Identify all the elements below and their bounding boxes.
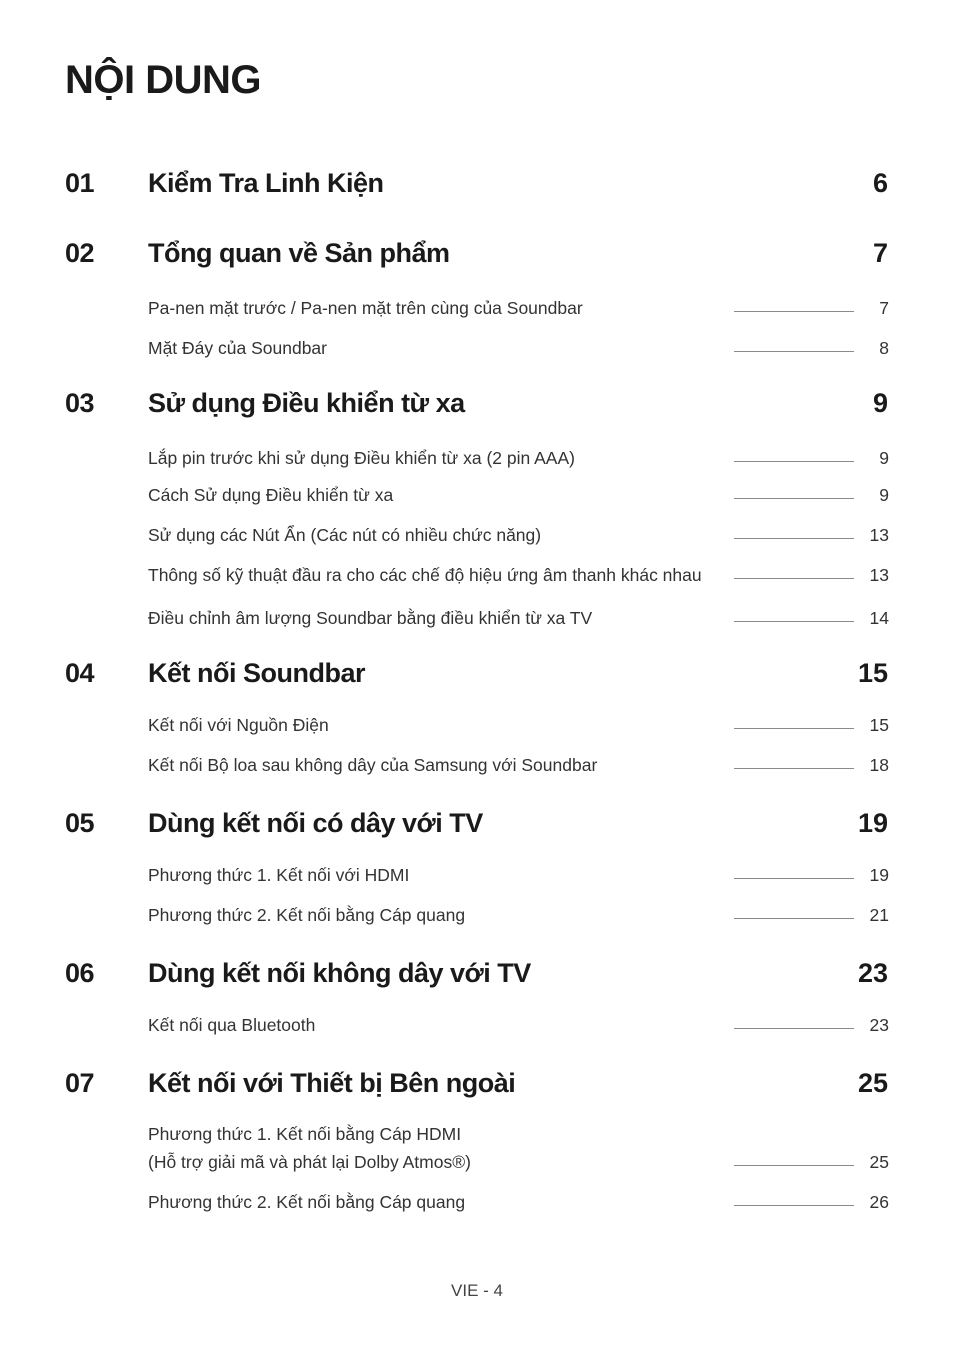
entry-title: Kết nối Bộ loa sau không dây của Samsung với Soundbar (148, 755, 598, 775)
entry-page: 14 (869, 608, 889, 628)
entry-title: Phương thức 1. Kết nối với HDMI (148, 865, 410, 885)
entry-page: 23 (869, 1015, 889, 1035)
entry-page: 21 (869, 905, 889, 925)
entry-page: 9 (879, 485, 889, 505)
leader-line (734, 311, 854, 312)
entry-title: Pa-nen mặt trước / Pa-nen mặt trên cùng của Soundbar (148, 298, 583, 318)
toc-chapter-03 (0, 388, 954, 424)
chapter-number: 04 (65, 658, 95, 688)
toc-entry[interactable] (148, 905, 889, 929)
entry-title: Sử dụng các Nút Ẩn (Các nút có nhiều chức năng) (148, 525, 542, 545)
chapter-title: Tổng quan về Sản phẩm (148, 238, 450, 268)
entry-title: Phương thức 1. Kết nối bằng Cáp HDMI (148, 1124, 462, 1144)
entry-title: Kết nối qua Bluetooth (148, 1015, 316, 1035)
chapter-title: Dùng kết nối không dây với TV (148, 958, 531, 988)
toc-entry[interactable] (148, 865, 889, 889)
toc-entry[interactable] (148, 1152, 889, 1176)
toc-entry[interactable] (148, 1015, 889, 1039)
chapter-title: Kết nối với Thiết bị Bên ngoài (148, 1068, 516, 1098)
chapter-number: 06 (65, 958, 95, 988)
entry-page: 9 (879, 448, 889, 468)
leader-line (734, 1205, 854, 1206)
entry-page: 15 (869, 715, 889, 735)
leader-line (734, 538, 854, 539)
leader-line (734, 461, 854, 462)
toc-chapter-02 (0, 238, 954, 274)
entry-title: Điều chỉnh âm lượng Soundbar bằng điều khiển từ xa TV (148, 608, 593, 628)
entry-page: 13 (869, 565, 889, 585)
page-number-footer: VIE - 4 (451, 1281, 503, 1300)
entry-page: 19 (869, 865, 889, 885)
entry-title: Kết nối với Nguồn Điện (148, 715, 329, 735)
toc-chapter-05 (0, 808, 954, 844)
leader-line (734, 351, 854, 352)
entry-title: Cách Sử dụng Điều khiển từ xa (148, 485, 394, 505)
toc-entry[interactable] (148, 298, 889, 322)
entry-page: 25 (869, 1152, 889, 1172)
entry-title: Phương thức 2. Kết nối bằng Cáp quang (148, 1192, 466, 1212)
toc-entry-line1[interactable] (148, 1124, 889, 1148)
entry-page: 8 (879, 338, 889, 358)
chapter-heading[interactable] (0, 168, 954, 204)
leader-line (734, 878, 854, 879)
entry-title: Thông số kỹ thuật đầu ra cho các chế độ hiệu ứng âm thanh khác nhau (148, 565, 702, 585)
chapter-page: 9 (872, 388, 888, 418)
chapter-heading[interactable] (0, 1068, 954, 1104)
toc-entry[interactable] (148, 448, 889, 472)
entry-page: 18 (869, 755, 889, 775)
toc-entry[interactable] (148, 608, 889, 632)
toc-chapter-01 (0, 168, 954, 204)
toc-entry[interactable] (148, 485, 889, 509)
chapter-page: 19 (857, 808, 888, 838)
chapter-page: 15 (857, 658, 888, 688)
entry-title: Lắp pin trước khi sử dụng Điều khiển từ xa (2 pin AAA) (148, 448, 575, 468)
toc-entry[interactable] (148, 755, 889, 779)
toc-entry[interactable] (148, 715, 889, 739)
entry-page: 13 (869, 525, 889, 545)
chapter-heading[interactable] (0, 388, 954, 424)
chapter-page: 6 (872, 168, 888, 198)
leader-line (734, 578, 854, 579)
toc-chapter-04 (0, 658, 954, 694)
leader-line (734, 1165, 854, 1166)
chapter-number: 05 (65, 808, 95, 838)
toc-entry[interactable] (148, 338, 889, 362)
toc-entry[interactable] (148, 1192, 889, 1216)
chapter-title: Sử dụng Điều khiển từ xa (148, 388, 465, 418)
chapter-heading[interactable] (0, 808, 954, 844)
leader-line (734, 918, 854, 919)
leader-line (734, 728, 854, 729)
toc-chapter-06 (0, 958, 954, 994)
chapter-title: Kết nối Soundbar (148, 658, 365, 688)
leader-line (734, 498, 854, 499)
entry-page: 7 (879, 298, 889, 318)
chapter-number: 01 (65, 168, 95, 198)
entry-title-continued: (Hỗ trợ giải mã và phát lại Dolby Atmos®) (148, 1152, 471, 1172)
leader-line (734, 1028, 854, 1029)
leader-line (734, 621, 854, 622)
chapter-page: 25 (857, 1068, 888, 1098)
chapter-title: Dùng kết nối có dây với TV (148, 808, 483, 838)
page-title: NỘI DUNG (65, 58, 261, 102)
chapter-number: 07 (65, 1068, 95, 1098)
chapter-page: 7 (872, 238, 888, 268)
chapter-heading[interactable] (0, 958, 954, 994)
chapter-heading[interactable] (0, 658, 954, 694)
chapter-number: 02 (65, 238, 95, 268)
toc-entry[interactable] (148, 525, 889, 549)
chapter-page: 23 (857, 958, 888, 988)
chapter-heading[interactable] (0, 238, 954, 274)
chapter-number: 03 (65, 388, 95, 418)
toc-entry[interactable] (148, 565, 889, 589)
chapter-title: Kiểm Tra Linh Kiện (148, 168, 384, 198)
entry-title: Mặt Đáy của Soundbar (148, 338, 327, 358)
entry-page: 26 (869, 1192, 889, 1212)
leader-line (734, 768, 854, 769)
entry-title: Phương thức 2. Kết nối bằng Cáp quang (148, 905, 466, 925)
toc-chapter-07 (0, 1068, 954, 1104)
